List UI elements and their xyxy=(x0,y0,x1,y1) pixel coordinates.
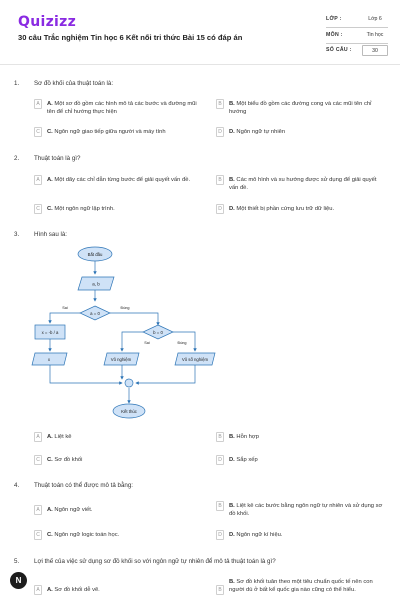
option-body: Ngôn ngữ giao tiếp giữa người và máy tính xyxy=(52,129,166,135)
option-text xyxy=(229,176,387,192)
option-body: Sơ đồ khối tuân theo một tiêu chuẩn quốc tế nên con người dù ở bất kể quốc gia nào cũng có thể hiểu. xyxy=(229,579,373,593)
option-letter: B xyxy=(216,585,224,595)
option-key: B. xyxy=(229,579,235,585)
option-letter: B xyxy=(216,432,224,442)
option-text xyxy=(229,502,387,518)
option-body: Một ngôn ngữ lập trình. xyxy=(52,206,115,212)
question-text: Sơ đồ khối của thuật toán là: xyxy=(34,80,114,87)
option-text xyxy=(229,100,387,116)
option-text xyxy=(47,128,205,136)
question-number: 5. xyxy=(14,558,20,565)
option-text xyxy=(229,433,387,441)
answer-option[interactable] xyxy=(34,505,204,517)
option-body: Ngôn ngữ tự nhiên xyxy=(234,129,286,135)
answer-option[interactable] xyxy=(216,501,386,519)
flow-arrow xyxy=(136,365,195,383)
answer-option[interactable] xyxy=(216,455,386,467)
option-letter: A xyxy=(34,175,42,185)
option-key: B. xyxy=(229,101,235,107)
meta-divider xyxy=(326,27,388,28)
option-text xyxy=(47,205,205,213)
answer-option[interactable] xyxy=(34,455,204,467)
meta-label: MÔN : xyxy=(326,32,343,38)
answer-option[interactable] xyxy=(34,432,204,444)
answer-option[interactable] xyxy=(216,175,386,193)
meta-value: Lớp 6 xyxy=(368,16,382,22)
flow-label: a, b xyxy=(92,281,100,287)
option-text xyxy=(229,456,387,464)
meta-label: LỚP : xyxy=(326,16,342,22)
flow-label: Bắt đầu xyxy=(87,252,103,257)
option-key: C. xyxy=(47,457,53,463)
option-key: A. xyxy=(47,434,53,440)
option-text xyxy=(229,128,387,136)
option-text xyxy=(47,433,205,441)
option-text xyxy=(47,506,205,514)
question-number: 4. xyxy=(14,482,20,489)
option-key: A. xyxy=(47,177,53,183)
option-key: D. xyxy=(229,206,235,212)
option-letter: A xyxy=(34,505,42,515)
option-key: A. xyxy=(47,507,53,513)
meta-value: 30 xyxy=(362,45,388,56)
flow-label: Đúng xyxy=(120,306,130,310)
flow-label: Vô nghiệm xyxy=(110,357,132,362)
option-letter: B xyxy=(216,501,224,511)
answer-option[interactable] xyxy=(216,127,386,139)
flow-arrow xyxy=(50,313,80,323)
flow-label: x = -b / a xyxy=(41,330,59,335)
flow-label: Sai xyxy=(62,306,68,310)
option-body: Liệt kê xyxy=(52,434,72,440)
option-letter: A xyxy=(34,99,42,109)
option-text xyxy=(229,531,387,539)
option-key: B. xyxy=(229,434,235,440)
flow-label: b = 0 xyxy=(153,330,163,335)
answer-option[interactable] xyxy=(216,204,386,216)
option-key: B. xyxy=(229,503,235,509)
question-text: Thuật toán có thể được mô tả bằng: xyxy=(34,482,134,489)
option-body: Một sơ đồ gồm các hình mô tả các bước và đường mũi tên để chỉ hướng thực hiện xyxy=(47,101,197,115)
meta-question-count xyxy=(326,45,388,57)
answer-option[interactable] xyxy=(34,175,204,193)
option-letter: D xyxy=(216,204,224,214)
option-key: C. xyxy=(47,206,53,212)
floating-action-button[interactable]: N xyxy=(10,572,27,589)
option-letter: D xyxy=(216,127,224,137)
option-letter: B xyxy=(216,99,224,109)
page-header xyxy=(0,0,400,64)
option-letter: C xyxy=(34,530,42,540)
answer-option[interactable] xyxy=(34,530,204,542)
answer-option[interactable] xyxy=(216,577,386,600)
option-body: Hỗn hợp xyxy=(234,434,259,440)
connector-node xyxy=(125,379,133,387)
option-key: D. xyxy=(229,129,235,135)
option-key: A. xyxy=(47,587,53,593)
option-letter: A xyxy=(34,585,42,595)
option-key: D. xyxy=(229,532,235,538)
flowchart-svg xyxy=(30,243,230,425)
answer-option[interactable] xyxy=(216,530,386,542)
flow-label: Vô số nghiệm xyxy=(181,357,209,362)
question-number: 2. xyxy=(14,155,20,162)
option-body: Ngôn ngữ logic toán học. xyxy=(52,532,120,538)
question-text: Lợi thế của việc sử dụng sơ đồ khối so với ngôn ngữ tự nhiên để mô tả thuật toán là gì? xyxy=(34,558,276,565)
meta-grade xyxy=(326,14,388,26)
meta-subject xyxy=(326,30,388,42)
question-number: 3. xyxy=(14,231,20,238)
option-key: D. xyxy=(229,457,235,463)
flowchart-figure xyxy=(30,243,230,425)
flow-arrow xyxy=(110,313,158,325)
answer-option[interactable] xyxy=(34,204,204,216)
question-text: Hình sau là: xyxy=(34,231,68,238)
option-key: C. xyxy=(47,129,53,135)
option-text xyxy=(229,205,387,213)
option-letter: D xyxy=(216,455,224,465)
flow-label: Kết thúc xyxy=(121,409,137,414)
option-body: Các mô hình và xu hướng được sử dụng để giải quyết vấn đề. xyxy=(229,177,377,191)
answer-option[interactable] xyxy=(34,585,204,597)
option-letter: B xyxy=(216,175,224,185)
flow-arrow xyxy=(50,365,122,383)
header-divider xyxy=(0,64,400,65)
flow-label: a = 0 xyxy=(90,311,100,316)
option-body: Ngôn ngữ viết. xyxy=(52,507,93,513)
answer-option[interactable] xyxy=(34,127,204,139)
answer-option[interactable] xyxy=(216,432,386,444)
flow-label: Sai xyxy=(144,341,150,345)
option-body: Một dãy các chỉ dẫn từng bước để giải quyết vấn đề. xyxy=(52,177,191,183)
option-body: Một thiết bị phần cứng lưu trữ dữ liệu. xyxy=(234,206,335,212)
option-letter: D xyxy=(216,530,224,540)
option-body: Sơ đồ khối xyxy=(52,457,83,463)
flow-label: x xyxy=(47,357,51,362)
meta-label: SỐ CÂU : xyxy=(326,47,352,53)
option-key: A. xyxy=(47,101,53,107)
meta-value: Tin học xyxy=(366,32,384,38)
option-body: Sắp xếp xyxy=(234,457,258,463)
option-text xyxy=(47,456,205,464)
option-text xyxy=(229,578,386,594)
document-title: 30 câu Trắc nghiệm Tin học 6 Kết nối tri thức Bài 15 có đáp án xyxy=(18,33,243,42)
answer-option[interactable] xyxy=(216,99,386,117)
option-body: Ngôn ngữ kí hiệu. xyxy=(234,532,283,538)
option-letter: C xyxy=(34,204,42,214)
option-body: Sơ đồ khối dễ vẽ. xyxy=(52,587,100,593)
question-number: 1. xyxy=(14,80,20,87)
option-text xyxy=(47,100,205,116)
option-text xyxy=(47,531,205,539)
question-text: Thuật toán là gì? xyxy=(34,155,81,162)
option-text xyxy=(47,176,205,184)
option-key: C. xyxy=(47,532,53,538)
option-body: Liệt kê các bước bằng ngôn ngữ tự nhiên và sử dụng sơ đồ khối. xyxy=(229,503,383,517)
flow-arrow xyxy=(122,332,143,351)
flow-label: Đúng xyxy=(177,341,187,345)
option-text xyxy=(47,586,205,594)
option-letter: C xyxy=(34,127,42,137)
option-letter: A xyxy=(34,432,42,442)
answer-option[interactable] xyxy=(34,99,204,117)
quizizz-logo[interactable]: Quizizz xyxy=(18,14,77,30)
option-body: Một biểu đồ gồm các đường cong và các mũi tên chỉ hướng xyxy=(229,101,372,115)
option-key: B. xyxy=(229,177,235,183)
meta-divider xyxy=(326,43,388,44)
option-letter: C xyxy=(34,455,42,465)
